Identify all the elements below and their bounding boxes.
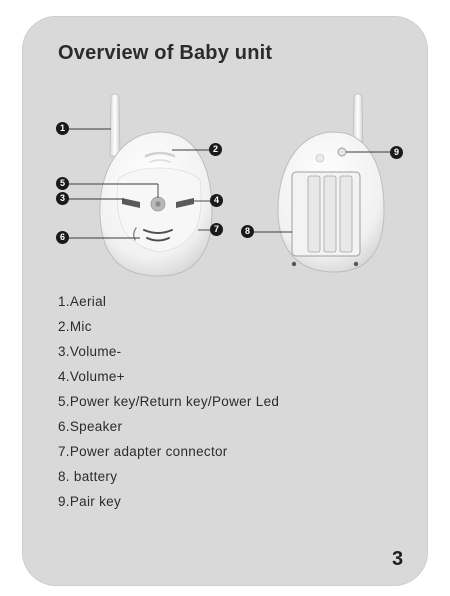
callout-6: 6 xyxy=(56,231,69,244)
parts-list xyxy=(58,294,279,519)
page-title: Overview of Baby unit xyxy=(58,42,273,64)
list-item: 2.Mic xyxy=(58,319,92,334)
back-unit xyxy=(278,94,384,272)
list-item: 5.Power key/Return key/Power Led xyxy=(58,394,280,409)
list-item: 7.Power adapter connector xyxy=(58,444,228,459)
callout-2: 2 xyxy=(209,143,222,156)
callout-8: 8 xyxy=(241,225,254,238)
front-unit xyxy=(100,94,212,276)
list-item: 4.Volume+ xyxy=(58,369,125,384)
list-item: 6.Speaker xyxy=(58,419,123,434)
callout-4: 4 xyxy=(210,194,223,207)
callout-7: 7 xyxy=(210,223,223,236)
callout-5: 5 xyxy=(56,177,69,190)
list-item: 1.Aerial xyxy=(58,294,107,309)
list-item: 9.Pair key xyxy=(58,494,122,509)
list-item: 8. battery xyxy=(58,469,118,484)
pair-key xyxy=(338,148,346,156)
callout-3: 3 xyxy=(56,192,69,205)
callout-1: 1 xyxy=(56,122,69,135)
page-number: 3 xyxy=(392,548,404,570)
list-item: 3.Volume- xyxy=(58,344,122,359)
front-aerial xyxy=(110,94,120,156)
baby-unit-illustration xyxy=(22,80,428,290)
callout-9: 9 xyxy=(390,146,403,159)
baby-unit-figure xyxy=(22,80,428,290)
